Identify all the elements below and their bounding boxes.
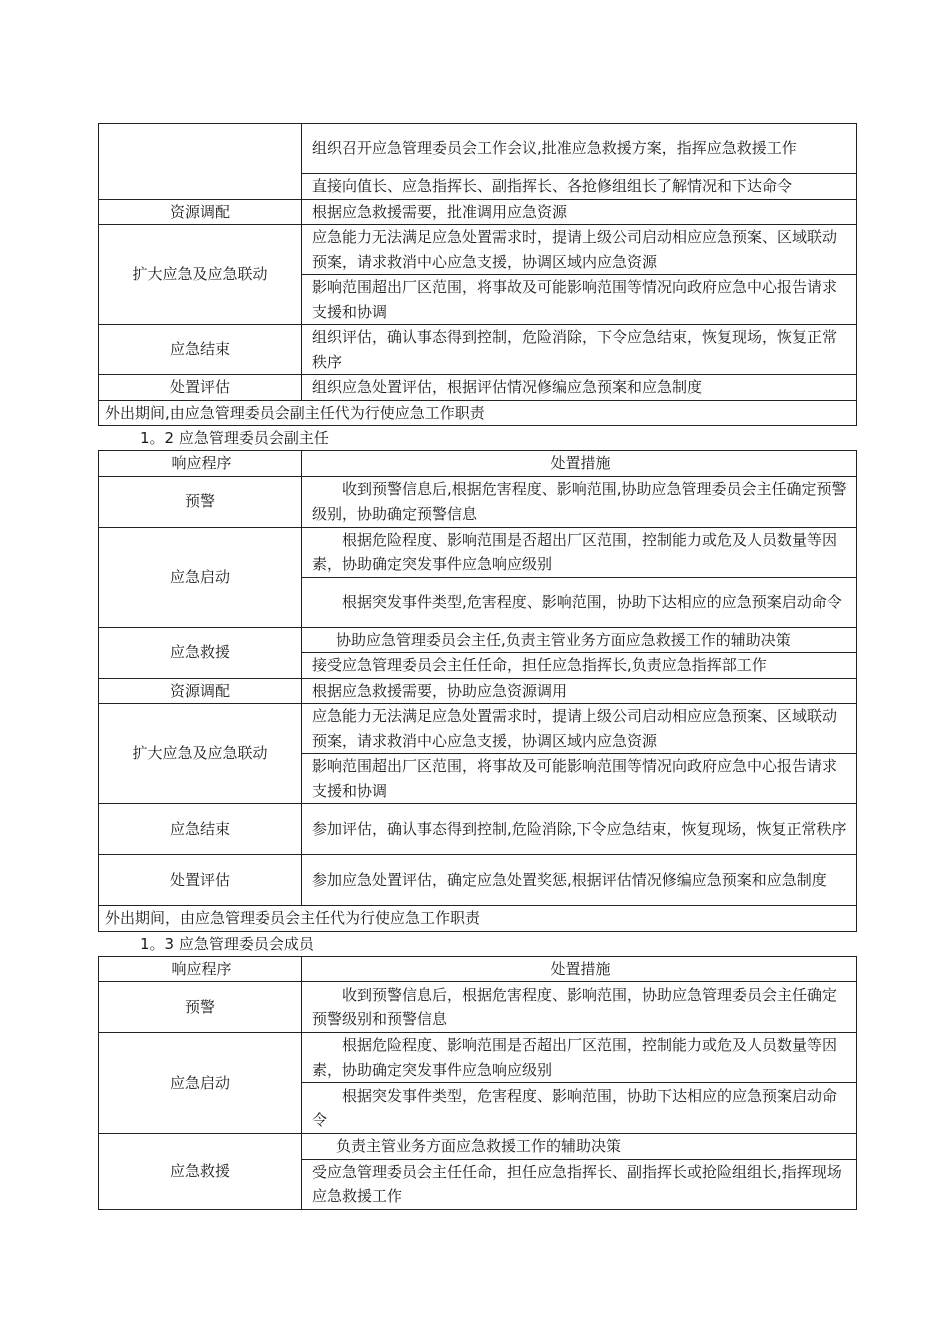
measure-cell: 收到预警信息后,根据危害程度、影响范围,协助应急管理委员会主任确定预警级别，协助确定预警信息 — [302, 476, 857, 527]
table-row — [99, 1033, 857, 1083]
duty-table-director — [98, 123, 857, 426]
measure-cell: 根据危险程度、影响范围是否超出厂区范围，控制能力或危及人员数量等因素，协助确定突发事件应急响应级别 — [302, 1033, 857, 1083]
measure-cell: 根据应急救援需要，批准调用应急资源 — [302, 199, 857, 225]
table-row — [99, 804, 857, 855]
measure-cell: 根据突发事件类型,危害程度、影响范围，协助下达相应的应急预案启动命令 — [302, 577, 857, 627]
table-row — [99, 476, 857, 527]
header-procedure: 响应程序 — [99, 956, 302, 982]
table-row — [99, 375, 857, 401]
measure-cell: 影响范围超出厂区范围，将事故及可能影响范围等情况向政府应急中心报告请求支援和协调 — [302, 275, 857, 325]
procedure-cell: 应急结束 — [99, 325, 302, 375]
procedure-cell: 资源调配 — [99, 199, 302, 225]
section-title: 1。3 应急管理委员会成员 — [140, 934, 314, 953]
measure-cell: 参加评估，确认事态得到控制,危险消除,下令应急结束，恢复现场，恢复正常秩序 — [302, 804, 857, 855]
table-header-row — [99, 956, 857, 982]
table-row — [99, 199, 857, 225]
procedure-cell: 预警 — [99, 476, 302, 527]
header-measures: 处置措施 — [302, 956, 857, 982]
table-row — [99, 982, 857, 1033]
measure-cell: 受应急管理委员会主任任命，担任应急指挥长、副指挥长或抢险组组长,指挥现场应急救援工作 — [302, 1159, 857, 1209]
table-row — [99, 124, 857, 174]
header-procedure: 响应程序 — [99, 451, 302, 477]
procedure-cell — [99, 124, 302, 200]
measure-cell: 收到预警信息后，根据危害程度、影响范围，协助应急管理委员会主任确定预警级别和预警信息 — [302, 982, 857, 1033]
measure-cell: 影响范围超出厂区范围，将事故及可能影响范围等情况向政府应急中心报告请求支援和协调 — [302, 754, 857, 804]
measure-cell: 直接向值长、应急指挥长、副指挥长、各抢修组组长了解情况和下达命令 — [302, 174, 857, 200]
measure-cell: 组织评估，确认事态得到控制，危险消除，下令应急结束，恢复现场，恢复正常秩序 — [302, 325, 857, 375]
table-row — [99, 627, 857, 653]
measure-cell: 应急能力无法满足应急处置需求时，提请上级公司启动相应应急预案、区域联动预案，请求救消中心应急支援，协调区域内应急资源 — [302, 225, 857, 275]
procedure-cell: 资源调配 — [99, 678, 302, 704]
table-row — [99, 906, 857, 932]
procedure-cell: 应急启动 — [99, 1033, 302, 1134]
header-measures: 处置措施 — [302, 451, 857, 477]
measure-cell: 负责主管业务方面应急救援工作的辅助决策 — [302, 1134, 857, 1160]
table-row — [99, 1134, 857, 1160]
procedure-cell: 处置评估 — [99, 375, 302, 401]
measure-cell: 参加应急处置评估，确定应急处置奖惩,根据评估情况修编应急预案和应急制度 — [302, 855, 857, 906]
duty-table-vice-director — [98, 450, 857, 932]
table-row — [99, 855, 857, 906]
duty-table-members — [98, 956, 857, 1210]
measure-cell: 应急能力无法满足应急处置需求时，提请上级公司启动相应应急预案、区域联动预案，请求救消中心应急支援，协调区域内应急资源 — [302, 704, 857, 754]
procedure-cell: 处置评估 — [99, 855, 302, 906]
measure-cell: 协助应急管理委员会主任,负责主管业务方面应急救援工作的辅助决策 — [302, 627, 857, 653]
table-row — [99, 225, 857, 275]
measure-cell: 根据危险程度、影响范围是否超出厂区范围，控制能力或危及人员数量等因素，协助确定突发事件应急响应级别 — [302, 527, 857, 577]
procedure-cell: 预警 — [99, 982, 302, 1033]
procedure-cell: 应急救援 — [99, 627, 302, 678]
measure-cell: 组织召开应急管理委员会工作会议,批准应急救援方案，指挥应急救援工作 — [302, 124, 857, 174]
procedure-cell: 应急救援 — [99, 1134, 302, 1210]
measure-cell: 接受应急管理委员会主任任命，担任应急指挥长,负责应急指挥部工作 — [302, 653, 857, 679]
procedure-cell: 扩大应急及应急联动 — [99, 225, 302, 325]
table-row — [99, 325, 857, 375]
section-title: 1。2 应急管理委员会副主任 — [140, 429, 329, 447]
note-cell: 外出期间,由应急管理委员会副主任代为行使应急工作职责 — [99, 400, 857, 426]
procedure-cell: 应急启动 — [99, 527, 302, 627]
measure-cell: 根据突发事件类型，危害程度、影响范围，协助下达相应的应急预案启动命令 — [302, 1083, 857, 1134]
table-header-row — [99, 451, 857, 477]
table-row — [99, 400, 857, 426]
procedure-cell: 应急结束 — [99, 804, 302, 855]
table-row — [99, 704, 857, 754]
measure-cell: 根据应急救援需要，协助应急资源调用 — [302, 678, 857, 704]
table-row — [99, 678, 857, 704]
document-page — [98, 123, 857, 1210]
procedure-cell: 扩大应急及应急联动 — [99, 704, 302, 804]
measure-cell: 组织应急处置评估，根据评估情况修编应急预案和应急制度 — [302, 375, 857, 401]
note-cell: 外出期间，由应急管理委员会主任代为行使应急工作职责 — [99, 906, 857, 932]
table-row — [99, 527, 857, 577]
